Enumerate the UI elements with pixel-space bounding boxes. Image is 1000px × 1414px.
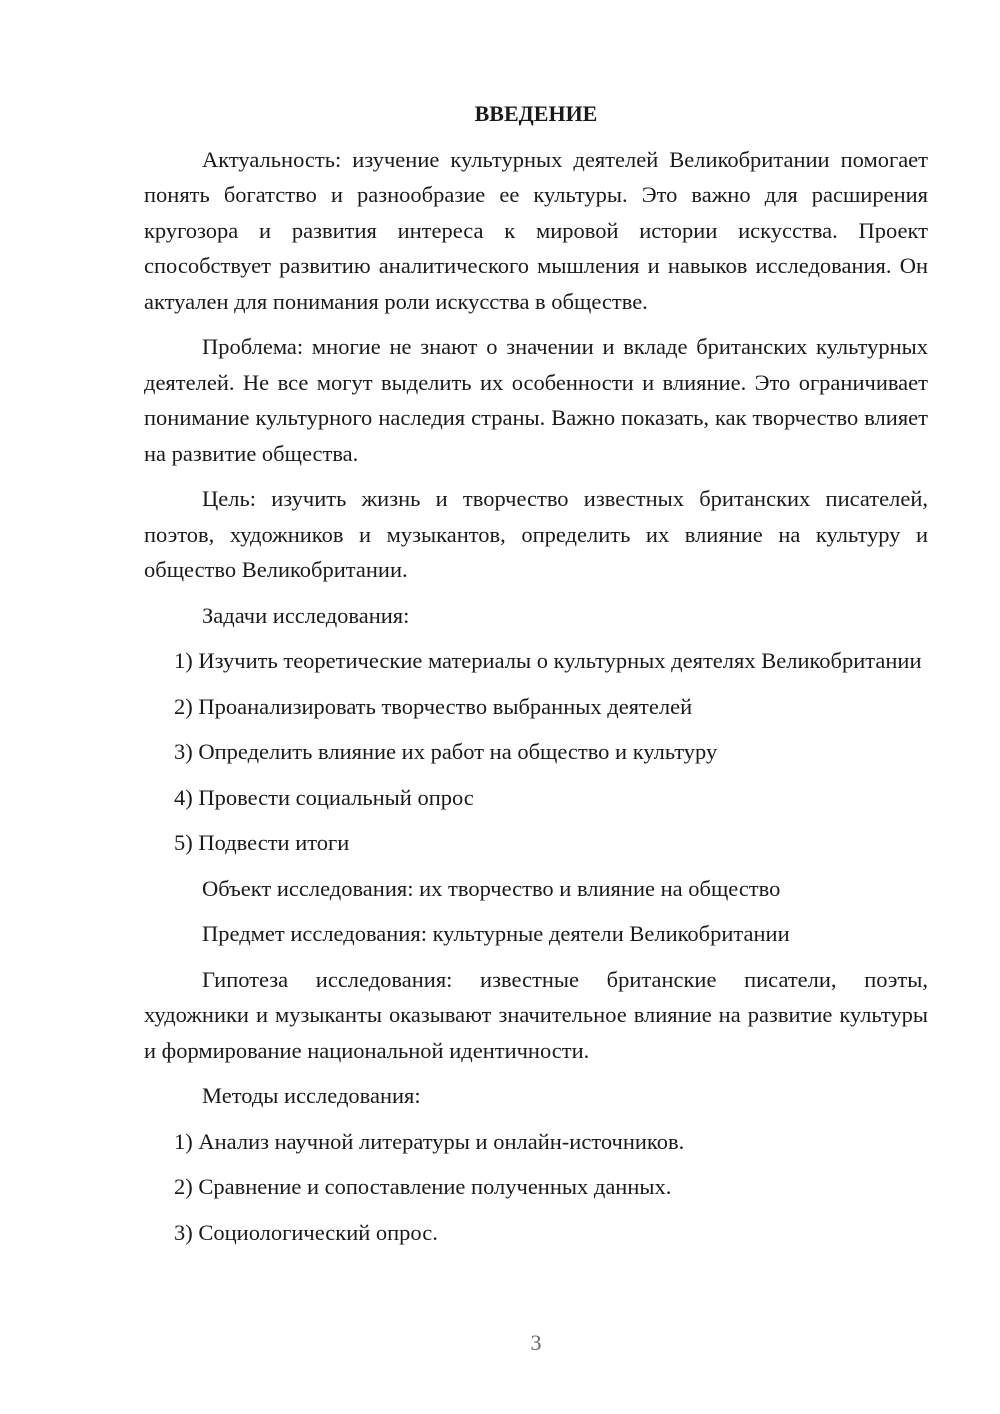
task-item-1: 1) Изучить теоретические материалы о культурных деятелях Великобритании — [174, 648, 922, 673]
task-item-4: 4) Провести социальный опрос — [174, 784, 474, 810]
task-item-2: 2) Проанализировать творчество выбранных деятелей — [174, 693, 693, 719]
page-content — [144, 96, 928, 1260]
method-item-1: 1) Анализ научной литературы и онлайн-источников. — [174, 1128, 685, 1154]
task-item-5: 5) Подвести итоги — [174, 830, 350, 855]
subject-line: Предмет исследования: культурные деятели Великобритании — [202, 921, 790, 946]
method-item-3: 3) Социологический опрос. — [174, 1219, 438, 1245]
methods-title: Методы исследования: — [202, 1083, 421, 1108]
goal-paragraph: Цель: изучить жизнь и творчество известных британских писателей, поэтов, художников и музыкантов, определить их влияние на культуру и общество Великобритании. — [144, 486, 928, 582]
page-number: 3 — [530, 1330, 542, 1355]
section-heading: ВВЕДЕНИЕ — [474, 101, 598, 126]
tasks-title: Задачи исследования: — [202, 602, 410, 628]
hypothesis-paragraph: Гипотеза исследования: известные британские писатели, поэты, художники и музыканты оказывают значительное влияние на развитие культуры и формирование национальной идентичности. — [144, 966, 928, 1063]
object-line: Объект исследования: их творчество и влияние на общество — [202, 875, 781, 901]
task-item-3: 3) Определить влияние их работ на общество и культуру — [174, 739, 718, 764]
method-item-2: 2) Сравнение и сопоставление полученных данных. — [174, 1174, 672, 1199]
actuality-paragraph: Актуальность: изучение культурных деятелей Великобритании помогает понять богатство и разнообразие ее культуры. Это важно для расширения кругозора и развития интереса к мировой истории искусства. Проект способствует развитию аналитического мышления и навыков исследования. Он актуален для понимания роли искусства в обществе. — [144, 146, 928, 314]
problem-paragraph: Проблема: многие не знают о значении и вкладе британских культурных деятелей. Не все могут выделить их особенности и влияние. Это ограничивает понимание культурного наследия страны. Важно показать, как творчество влияет на развитие общества. — [144, 334, 928, 466]
